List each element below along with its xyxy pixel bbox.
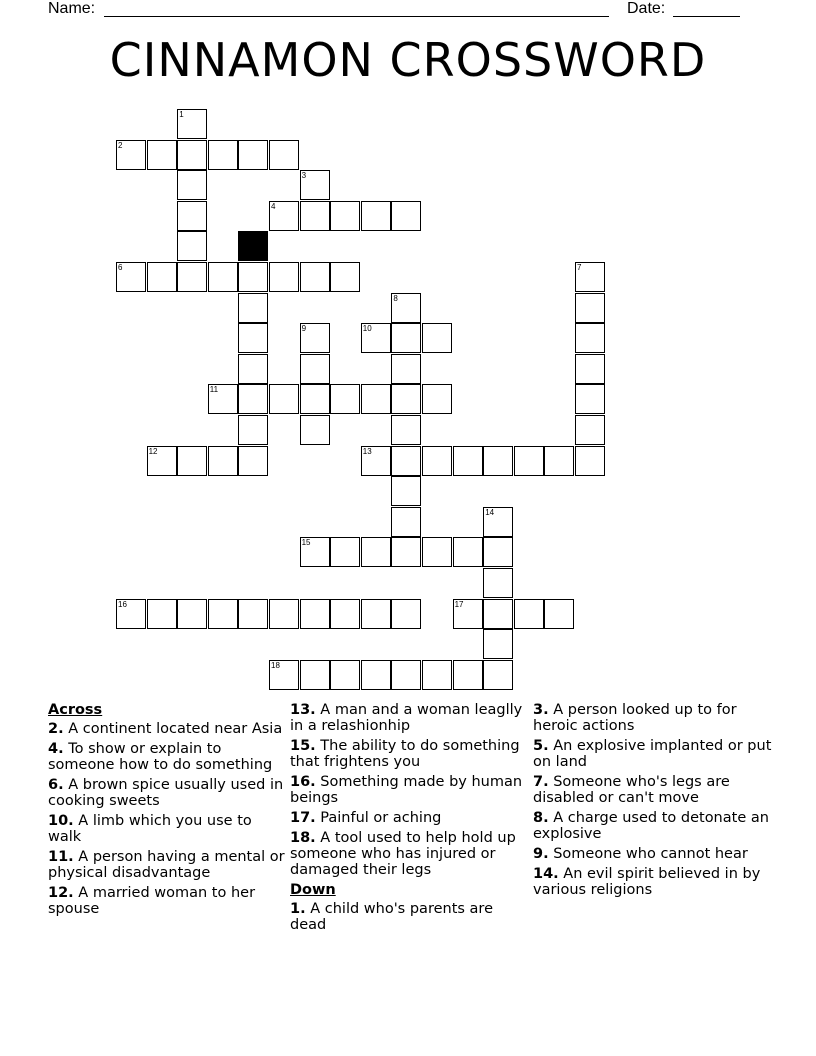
clue-number: 10. [48, 813, 74, 829]
grid-cell[interactable] [208, 140, 238, 170]
grid-cell[interactable] [391, 293, 421, 323]
grid-cell[interactable] [116, 599, 146, 629]
clue-text: A child who's parents are dead [290, 901, 493, 933]
clue-text: A limb which you use to walk [48, 813, 252, 845]
clue-number: 17. [290, 810, 316, 826]
clue-number: 1 [179, 110, 184, 119]
grid-cell[interactable] [238, 293, 268, 323]
clue-number: 8. [533, 810, 549, 826]
across-heading: Across [48, 702, 103, 718]
grid-cell[interactable] [483, 446, 513, 476]
grid-cell[interactable] [208, 384, 238, 414]
page-title: CINNAMON CROSSWORD [109, 33, 707, 87]
clue-text: Someone who's legs are disabled or can't move [533, 774, 730, 806]
grid-cell[interactable] [483, 660, 513, 690]
clue-number: 16 [118, 599, 127, 609]
clue-across-10 [48, 813, 288, 845]
grid-cell[interactable] [483, 629, 513, 659]
grid-cell[interactable] [208, 446, 238, 476]
grid-cell[interactable] [483, 507, 513, 537]
grid-cell[interactable] [116, 140, 146, 170]
grid-cell[interactable] [269, 262, 299, 292]
clue-text: An evil spirit believed in by various religions [533, 866, 761, 898]
clue-number: 8 [393, 293, 398, 303]
grid-cell[interactable] [575, 446, 605, 476]
grid-block [238, 231, 268, 261]
grid-cell[interactable] [453, 537, 483, 567]
clue-number: 13 [362, 446, 372, 456]
grid-cell[interactable] [177, 201, 207, 231]
clue-number: 13. [290, 702, 316, 718]
clue-down-3 [533, 702, 773, 734]
clue-number: 17 [454, 599, 464, 609]
clue-number: 1. [290, 901, 306, 917]
clue-down-9 [533, 846, 773, 862]
grid-cell[interactable] [300, 201, 330, 231]
grid-cell[interactable] [147, 262, 177, 292]
grid-cell[interactable] [514, 599, 544, 629]
grid-cell[interactable] [391, 323, 421, 353]
clue-text: A man and a woman leaglly in a relashionhip [290, 702, 523, 734]
grid-cell[interactable] [147, 140, 177, 170]
grid-cell[interactable] [544, 446, 574, 476]
grid-cell[interactable] [453, 446, 483, 476]
clue-number: 18. [290, 830, 316, 846]
clue-number: 15 [301, 538, 311, 548]
grid-cell[interactable] [575, 323, 605, 353]
grid-cell[interactable] [208, 262, 238, 292]
clue-down-14 [533, 866, 773, 898]
grid-cell[interactable] [330, 537, 360, 567]
grid-cell[interactable] [269, 599, 299, 629]
grid-cell[interactable] [330, 384, 360, 414]
clue-across-11 [48, 849, 288, 881]
clue-number: 16. [290, 774, 316, 790]
clue-across-13 [290, 702, 530, 734]
clue-across-18 [290, 830, 530, 878]
down-heading: Down [290, 882, 336, 898]
clue-number: 3. [533, 702, 549, 718]
grid-cell[interactable] [391, 384, 421, 414]
grid-cell[interactable] [330, 262, 360, 292]
grid-cell[interactable] [300, 537, 330, 567]
grid-cell[interactable] [361, 660, 391, 690]
clue-across-2 [48, 721, 288, 737]
grid-cell[interactable] [269, 384, 299, 414]
clue-down-1 [290, 901, 530, 933]
clue-number: 10 [362, 324, 372, 334]
clue-text: A brown spice usually used in cooking sweets [48, 777, 284, 809]
grid-cell[interactable] [147, 599, 177, 629]
grid-cell[interactable] [177, 109, 207, 139]
grid-cell[interactable] [361, 537, 391, 567]
grid-cell[interactable] [300, 599, 330, 629]
clue-number: 12. [48, 885, 74, 901]
grid-cell[interactable] [483, 568, 513, 598]
grid-cell[interactable] [361, 323, 391, 353]
grid-cell[interactable] [361, 446, 391, 476]
grid-cell[interactable] [330, 201, 360, 231]
clue-number: 12 [148, 446, 158, 456]
grid-cell[interactable] [422, 660, 452, 690]
clue-across-17 [290, 810, 530, 826]
clue-text: An explosive implanted or put on land [533, 738, 772, 770]
grid-cell[interactable] [269, 140, 299, 170]
grid-cell[interactable] [391, 446, 421, 476]
grid-cell[interactable] [514, 446, 544, 476]
grid-cell[interactable] [453, 599, 483, 629]
clue-text: A tool used to help hold up someone who has injured or damaged their legs [290, 830, 516, 878]
grid-cell[interactable] [177, 599, 207, 629]
grid-cell[interactable] [391, 660, 421, 690]
grid-cell[interactable] [575, 293, 605, 323]
grid-cell[interactable] [238, 384, 268, 414]
clue-number: 9 [301, 324, 307, 334]
grid-cell[interactable] [483, 599, 513, 629]
date-label: Date: [627, 0, 666, 17]
grid-cell[interactable] [300, 660, 330, 690]
grid-cell[interactable] [483, 537, 513, 567]
grid-cell[interactable] [422, 384, 452, 414]
clue-number: 4 [271, 201, 276, 211]
clue-across-16 [290, 774, 530, 806]
clue-number: 5 [240, 232, 245, 242]
clue-number: 4. [48, 741, 64, 757]
clue-number: 11. [48, 849, 74, 865]
clue-number: 15. [290, 738, 316, 754]
clue-across-6 [48, 777, 288, 809]
grid-cell[interactable] [391, 354, 421, 384]
clue-across-15 [290, 738, 530, 770]
name-label: Name: [48, 0, 96, 17]
clue-number: 6 [118, 263, 123, 272]
clue-text: A continent located near Asia [68, 721, 283, 737]
grid-cell[interactable] [575, 354, 605, 384]
clue-number: 5. [533, 738, 549, 754]
clue-text: Something made by human beings [290, 774, 523, 806]
grid-cell[interactable] [391, 599, 421, 629]
clue-number: 7. [533, 774, 549, 790]
grid-cell[interactable] [391, 476, 421, 506]
clue-text: Painful or aching [320, 810, 442, 826]
grid-cell[interactable] [238, 262, 268, 292]
grid-cell[interactable] [544, 599, 574, 629]
clue-number: 11 [209, 385, 219, 395]
clue-across-4 [48, 741, 288, 773]
grid-cell[interactable] [422, 323, 452, 353]
grid-cell[interactable] [116, 262, 146, 292]
grid-cell[interactable] [300, 354, 330, 384]
grid-cell[interactable] [330, 660, 360, 690]
clue-number: 9. [533, 846, 549, 862]
grid-cell[interactable] [330, 599, 360, 629]
clue-number: 6. [48, 777, 64, 793]
clue-down-7 [533, 774, 773, 806]
grid-cell[interactable] [177, 170, 207, 200]
grid-cell[interactable] [238, 415, 268, 445]
grid-cell[interactable] [238, 323, 268, 353]
grid-cell[interactable] [453, 660, 483, 690]
clues-column-1 [48, 702, 288, 921]
clue-text: Someone who cannot hear [553, 846, 748, 862]
clue-number: 3 [301, 171, 307, 181]
grid-cell[interactable] [177, 140, 207, 170]
grid-cell[interactable] [575, 384, 605, 414]
grid-cell[interactable] [177, 446, 207, 476]
clue-number: 18 [271, 660, 280, 670]
grid-cell[interactable] [422, 446, 452, 476]
grid-cell[interactable] [391, 537, 421, 567]
grid-cell[interactable] [300, 262, 330, 292]
clue-number: 2. [48, 721, 64, 737]
grid-cell[interactable] [238, 599, 268, 629]
grid-cell[interactable] [300, 170, 330, 200]
grid-cell[interactable] [575, 262, 605, 292]
clue-across-12 [48, 885, 288, 917]
clue-text: A charge used to detonate an explosive [533, 810, 769, 842]
grid-cell[interactable] [177, 262, 207, 292]
clue-text: To show or explain to someone how to do something [48, 741, 273, 773]
clue-down-8 [533, 810, 773, 842]
grid-cell[interactable] [238, 354, 268, 384]
grid-cell[interactable] [361, 201, 391, 231]
grid-cell[interactable] [269, 660, 299, 690]
grid-cell[interactable] [269, 201, 299, 231]
clue-text: The ability to do something that frightens you [290, 738, 520, 770]
grid-cell[interactable] [208, 599, 238, 629]
grid-cell[interactable] [422, 537, 452, 567]
grid-cell[interactable] [238, 140, 268, 170]
grid-cell[interactable] [575, 415, 605, 445]
grid-cell[interactable] [238, 446, 268, 476]
grid-cell[interactable] [177, 231, 207, 261]
clues-column-3 [533, 702, 773, 902]
grid-cell[interactable] [147, 446, 177, 476]
grid-cell[interactable] [300, 384, 330, 414]
clue-text: A married woman to her spouse [48, 885, 256, 917]
grid-cell[interactable] [391, 201, 421, 231]
grid-cell[interactable] [391, 415, 421, 445]
grid-cell[interactable] [300, 323, 330, 353]
clue-text: A person looked up to for heroic actions [533, 702, 737, 734]
grid-cell[interactable] [391, 507, 421, 537]
grid-cell[interactable] [361, 384, 391, 414]
clue-text: A person having a mental or physical disadvantage [48, 849, 285, 881]
clue-number: 14 [485, 507, 495, 517]
clue-number: 2 [118, 140, 123, 150]
clues-column-2 [290, 702, 530, 937]
clue-number: 14. [533, 866, 559, 882]
clue-down-5 [533, 738, 773, 770]
grid-cell[interactable] [361, 599, 391, 629]
grid-cell[interactable] [300, 415, 330, 445]
clue-number: 7 [577, 263, 582, 272]
